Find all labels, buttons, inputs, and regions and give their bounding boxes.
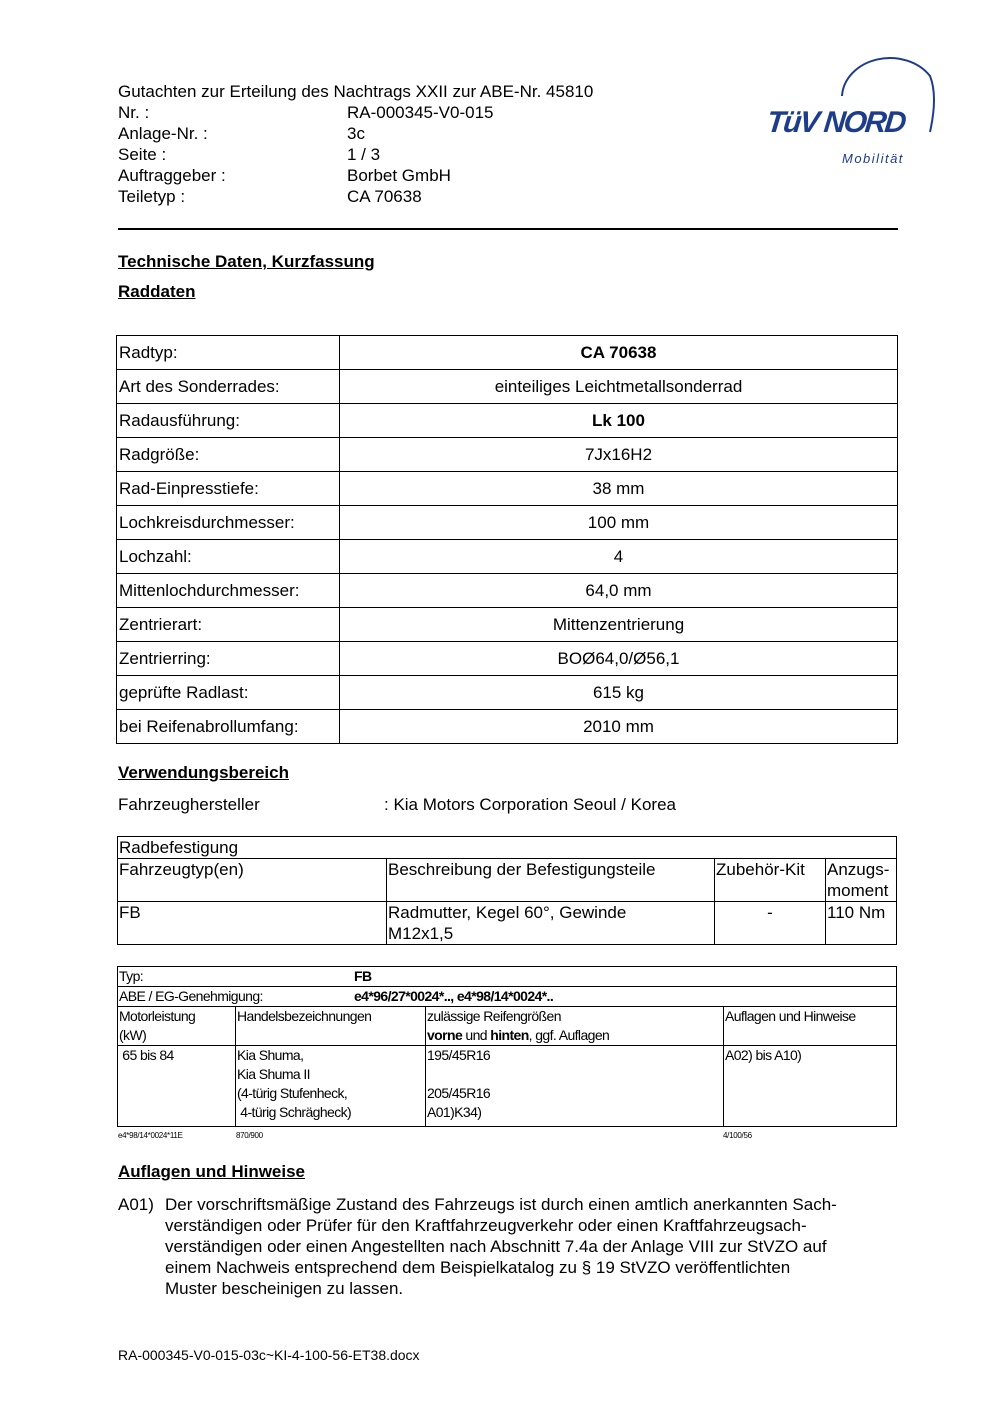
- cell-auflagen: A02) bis A10): [724, 1046, 897, 1127]
- reifen-rest: , ggf. Auflagen: [528, 1027, 610, 1043]
- cell-beschreibung-line-2: M12x1,5: [388, 924, 454, 943]
- reifen-hinten: hinten: [490, 1027, 529, 1043]
- table-row: [117, 472, 898, 506]
- reifen-line: A01)K34): [427, 1104, 482, 1120]
- row-label: Radgröße:: [117, 438, 340, 472]
- row-value: 38 mm: [340, 472, 898, 506]
- nr-value: RA-000345-V0-015: [347, 103, 494, 122]
- row-label: Lochkreisdurchmesser:: [117, 506, 340, 540]
- handel-line: 4-türig Schrägheck): [237, 1104, 352, 1120]
- auftraggeber-label: Auftraggeber :: [118, 166, 226, 185]
- row-value: 2010 mm: [340, 710, 898, 744]
- radbefestigung-table: [117, 836, 897, 945]
- header-handelsbezeichnungen: Handelsbezeichnungen: [236, 1007, 426, 1046]
- abe-value: e4*96/27*0024*.., e4*98/14*0024*..: [354, 988, 554, 1004]
- header-reifengroessen: [426, 1007, 724, 1046]
- row-value: Mittenzentrierung: [340, 608, 898, 642]
- section-auflagen: Auflagen und Hinweise: [118, 1162, 306, 1181]
- table-row: [117, 438, 898, 472]
- auflage-line: Muster bescheinigen zu lassen.: [165, 1279, 404, 1298]
- cell-motorleistung: 65 bis 84: [118, 1046, 236, 1127]
- auflage-text: [165, 1194, 905, 1299]
- row-label: Mittenlochdurchmesser:: [117, 574, 340, 608]
- header-anzugsmoment-line-2: moment: [827, 881, 889, 900]
- header-fahrzeugtyp: Fahrzeugtyp(en): [118, 859, 387, 902]
- cell-beschreibung-line-1: Radmutter, Kegel 60°, Gewinde: [388, 903, 627, 922]
- table-row: [117, 608, 898, 642]
- anlage-value: 3c: [347, 124, 365, 143]
- row-label: Rad-Einpresstiefe:: [117, 472, 340, 506]
- header-anzugsmoment: [826, 859, 897, 902]
- handel-line: Kia Shuma,: [237, 1047, 304, 1063]
- cell-anzugsmoment: 110 Nm: [826, 902, 897, 945]
- seite-value: 1 / 3: [347, 145, 381, 164]
- header-reifengroessen-line-2: [427, 1026, 722, 1045]
- cell-zubehoer-kit: -: [715, 902, 826, 945]
- header-divider: [118, 228, 898, 230]
- hersteller-value: : Kia Motors Corporation Seoul / Korea: [384, 795, 676, 814]
- abe-label: ABE / EG-Genehmigung:: [119, 988, 263, 1004]
- handel-line: (4-türig Stufenheck,: [237, 1085, 348, 1101]
- table-header-row: [118, 1007, 897, 1046]
- section-technische-daten: Technische Daten, Kurzfassung: [118, 252, 375, 271]
- header-zubehoer-kit: Zubehör-Kit: [715, 859, 826, 902]
- tuv-nord-logo: TüV NORD: [765, 106, 907, 139]
- row-label: Art des Sonderrades:: [117, 370, 340, 404]
- row-value: 64,0 mm: [340, 574, 898, 608]
- table-row: [117, 506, 898, 540]
- nr-label: Nr. :: [118, 103, 150, 122]
- row-label: Zentrierring:: [117, 642, 340, 676]
- header-beschreibung: Beschreibung der Befestigungsteile: [387, 859, 715, 902]
- row-value: 100 mm: [340, 506, 898, 540]
- table-header-row: [118, 859, 897, 902]
- footer-filename: RA-000345-V0-015-03c~KI-4-100-56-ET38.docx: [118, 1347, 420, 1363]
- header-motorleistung: [118, 1007, 236, 1046]
- auflage-code: A01): [118, 1195, 154, 1214]
- header-anzugsmoment-line-1: Anzugs-: [827, 860, 890, 879]
- row-label: Radausführung:: [117, 404, 340, 438]
- typ-value: FB: [354, 968, 372, 984]
- auflage-line: Der vorschriftsmäßige Zustand des Fahrzeugs ist durch einen amtlich anerkannten Sach-: [165, 1195, 837, 1214]
- table-row: [118, 987, 897, 1007]
- auflage-line: verständigen oder einen Angestellten nach Abschnitt 7.4a der Anlage VIII zur StVZO auf: [165, 1237, 827, 1256]
- row-label: bei Reifenabrollumfang:: [117, 710, 340, 744]
- typ-table: [117, 966, 897, 1127]
- header-reifengroessen-line-1: zulässige Reifengrößen: [427, 1008, 561, 1024]
- auftraggeber-value: Borbet GmbH: [347, 166, 451, 185]
- cell-beschreibung: [387, 902, 715, 945]
- row-label: Radtyp:: [117, 336, 340, 370]
- row-value: 7Jx16H2: [340, 438, 898, 472]
- reifen-line: 205/45R16: [427, 1085, 491, 1101]
- cell-fahrzeugtyp: FB: [118, 902, 387, 945]
- seite-label: Seite :: [118, 145, 167, 164]
- row-value: 615 kg: [340, 676, 898, 710]
- anlage-label: Anlage-Nr. :: [118, 124, 208, 143]
- table-row: [117, 336, 898, 370]
- row-label: geprüfte Radlast:: [117, 676, 340, 710]
- table-row: [117, 404, 898, 438]
- document-title: Gutachten zur Erteilung des Nachtrags XXII zur ABE-Nr. 45810: [118, 82, 594, 101]
- teiletyp-value: CA 70638: [347, 187, 422, 206]
- header-auflagen: Auflagen und Hinweise: [724, 1007, 897, 1046]
- auflage-line: verständigen oder Prüfer für den Kraftfahrzeugverkehr oder einen Kraftfahrzeugsach-: [165, 1216, 807, 1235]
- typ-table-footnote-1: e4*98/14*0024*11E: [118, 1131, 183, 1140]
- auflage-line: einem Nachweis entsprechend dem Beispielkatalog zu § 19 StVZO veröffentlichten: [165, 1258, 791, 1277]
- reifen-vorne: vorne: [427, 1027, 463, 1043]
- row-label: Lochzahl:: [117, 540, 340, 574]
- section-raddaten: Raddaten: [118, 282, 196, 301]
- typ-table-footnote-3: 4/100/56: [723, 1131, 752, 1140]
- header-motorleistung-line-2: (kW): [119, 1027, 147, 1043]
- table-row: [118, 837, 897, 859]
- row-value: CA 70638: [340, 336, 898, 370]
- abe-row: [118, 987, 897, 1007]
- table-row: [117, 642, 898, 676]
- reifen-line: 195/45R16: [427, 1047, 491, 1063]
- radbefestigung-title: Radbefestigung: [118, 837, 897, 859]
- table-row: [117, 540, 898, 574]
- table-row: [117, 574, 898, 608]
- teiletyp-label: Teiletyp :: [118, 187, 186, 206]
- header-motorleistung-line-1: Motorleistung: [119, 1008, 196, 1024]
- typ-label: Typ:: [119, 968, 144, 984]
- table-row: [118, 902, 897, 945]
- typ-table-footnote-2: 870/900: [236, 1131, 263, 1140]
- row-label: Zentrierart:: [117, 608, 340, 642]
- row-value: Lk 100: [340, 404, 898, 438]
- table-row: [117, 370, 898, 404]
- section-verwendungsbereich: Verwendungsbereich: [118, 763, 289, 782]
- table-row: [118, 1046, 897, 1127]
- table-row: [118, 967, 897, 987]
- hersteller-label: Fahrzeughersteller: [118, 795, 260, 814]
- typ-row: [118, 967, 897, 987]
- handel-line: Kia Shuma II: [237, 1066, 310, 1082]
- cell-handelsbezeichnungen: [236, 1046, 426, 1127]
- reifen-line: [427, 1065, 722, 1084]
- row-value: 4: [340, 540, 898, 574]
- row-value: einteiliges Leichtmetallsonderrad: [340, 370, 898, 404]
- table-row: [117, 676, 898, 710]
- row-value: BOØ64,0/Ø56,1: [340, 642, 898, 676]
- cell-reifengroessen: [426, 1046, 724, 1127]
- raddaten-table: [116, 335, 898, 744]
- reifen-und: und: [462, 1027, 491, 1043]
- table-row: [117, 710, 898, 744]
- logo-subtitle: Mobilität: [842, 151, 904, 166]
